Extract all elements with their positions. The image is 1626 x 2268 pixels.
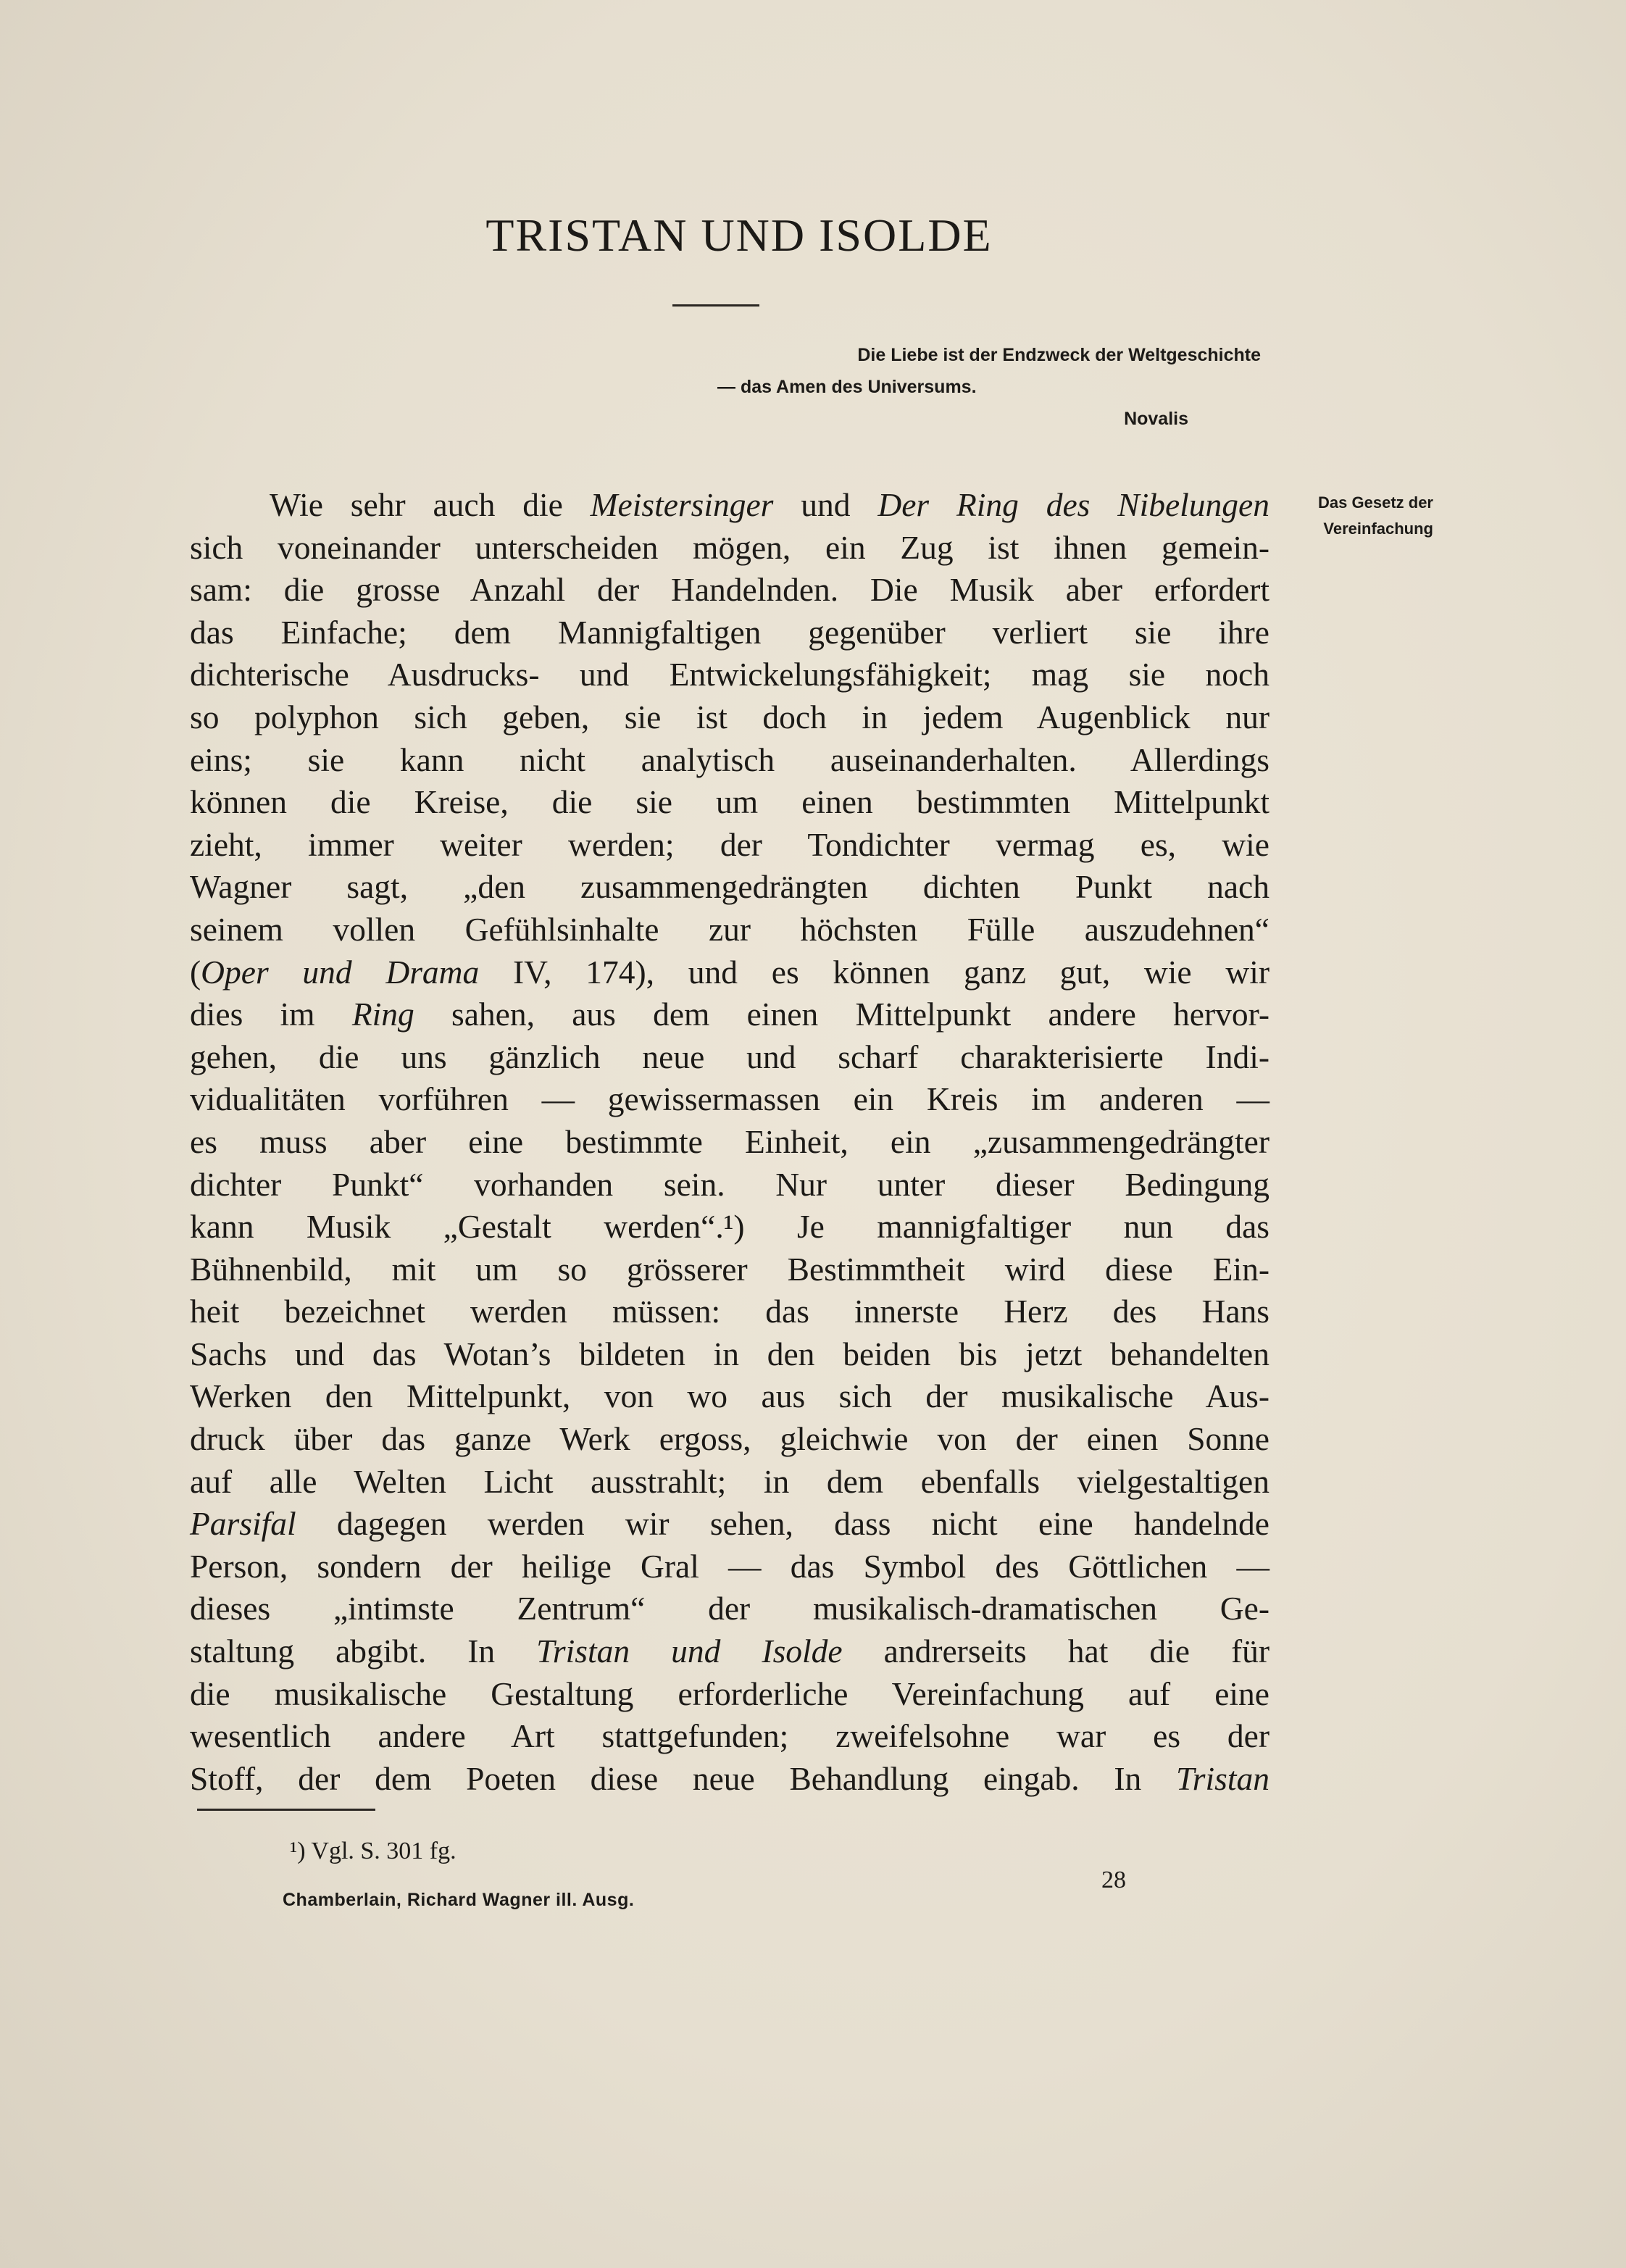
body-line <box>190 1546 1269 1588</box>
footnote: ¹) Vgl. S. 301 fg. <box>290 1838 456 1864</box>
body-line <box>190 1078 1269 1121</box>
text-run: so polyphon sich geben, sie ist doch in jedem Augenblick nur <box>190 698 1269 735</box>
chapter-title: TRISTAN UND ISOLDE <box>485 209 993 261</box>
text-run: dies im <box>190 996 352 1033</box>
body-line <box>190 1758 1269 1801</box>
text-run: dagegen werden wir sehen, dass nicht eine handelnde <box>296 1505 1269 1543</box>
text-run: andrerseits hat die für <box>842 1633 1270 1670</box>
body-line <box>190 1164 1269 1206</box>
text-run: sich voneinander unterscheiden mögen, ein Zug ist ihnen gemein- <box>190 528 1269 566</box>
text-run: Wie sehr auch die <box>270 486 591 523</box>
text-run: dichter Punkt“ vorhanden sein. Nur unter dieser Bedingung <box>190 1165 1269 1203</box>
body-line <box>190 1630 1269 1673</box>
body-line <box>190 1673 1269 1716</box>
body-line <box>190 696 1269 739</box>
italic-title: Meistersinger <box>590 486 774 523</box>
body-line <box>190 1375 1269 1418</box>
text-run: heit bezeichnet werden müssen: das innerste Herz des Hans <box>190 1293 1269 1330</box>
italic-title: Tristan und Isolde <box>536 1633 843 1670</box>
text-run: dichterische Ausdrucks- und Entwickelungsfähigkeit; mag sie noch <box>190 656 1269 693</box>
text-run: ( <box>190 953 201 991</box>
epigraph <box>710 339 1261 435</box>
body-line <box>190 484 1269 527</box>
italic-title: Tristan <box>1176 1759 1269 1797</box>
epigraph-line-2: — das Amen des Universums. <box>717 377 977 397</box>
body-line <box>190 739 1269 782</box>
body-line <box>190 569 1269 612</box>
body-line <box>190 866 1269 909</box>
page-number: 28 <box>1101 1867 1126 1893</box>
body-line <box>190 1248 1269 1291</box>
body-line <box>190 1418 1269 1461</box>
text-run: Wagner sagt, „den zusammengedrängten dichten Punkt nach <box>190 868 1269 906</box>
body-line <box>190 951 1269 994</box>
italic-title: Parsifal <box>190 1505 296 1543</box>
italic-title: Der Ring des Nibelungen <box>877 486 1270 523</box>
epigraph-author: Novalis <box>1124 409 1188 429</box>
text-run: staltung abgibt. In <box>190 1633 537 1670</box>
body-line <box>190 1588 1269 1630</box>
text-run: Stoff, der dem Poeten diese neue Behandlung eingab. In <box>190 1759 1176 1797</box>
body-line <box>190 1291 1269 1333</box>
text-run: Werken den Mittelpunkt, von wo aus sich der musikalische Aus- <box>190 1377 1269 1415</box>
text-run: das Einfache; dem Mannigfaltigen gegenüber verliert sie ihre <box>190 613 1269 651</box>
footnote-rule <box>197 1809 375 1811</box>
body-line <box>190 1715 1269 1758</box>
text-run: sam: die grosse Anzahl der Handelnden. Die Musik aber erfordert <box>190 571 1269 609</box>
text-run: und <box>773 486 878 523</box>
text-run: sahen, aus dem einen Mittelpunkt andere hervor- <box>414 996 1270 1033</box>
printer-signature: Chamberlain, Richard Wagner ill. Ausg. <box>283 1890 635 1910</box>
text-run: eins; sie kann nicht analytisch auseinanderhalten. Allerdings <box>190 741 1269 778</box>
body-line <box>190 909 1269 951</box>
body-line <box>190 781 1269 824</box>
epigraph-line-1: Die Liebe ist der Endzweck der Weltgeschichte <box>857 345 1261 365</box>
text-run: druck über das ganze Werk ergoss, gleichwie von der einen Sonne <box>190 1420 1269 1458</box>
text-run: die musikalische Gestaltung erforderliche Vereinfachung auf eine <box>190 1675 1269 1712</box>
italic-title: Ring <box>351 996 414 1033</box>
text-run: Bühnenbild, mit um so grösserer Bestimmtheit wird diese Ein- <box>190 1250 1269 1288</box>
margin-note <box>1259 490 1433 542</box>
body-line <box>190 527 1269 570</box>
body-line <box>190 1206 1269 1248</box>
body-line <box>190 1503 1269 1546</box>
body-line <box>190 1333 1269 1376</box>
text-run: IV, 174), und es können ganz gut, wie wir <box>479 953 1269 991</box>
text-run: kann Musik „Gestalt werden“.¹) Je mannigfaltiger nun das <box>190 1208 1269 1246</box>
text-run: zieht, immer weiter werden; der Tondichter vermag es, wie <box>190 825 1269 863</box>
text-run: seinem vollen Gefühlsinhalte zur höchsten Fülle auszudehnen“ <box>190 910 1269 948</box>
text-run: dieses „intimste Zentrum“ der musikalisch-dramatischen Ge- <box>190 1590 1269 1627</box>
body-line <box>190 1461 1269 1504</box>
text-run: vidualitäten vorführen — gewissermassen ein Kreis im anderen — <box>190 1080 1269 1118</box>
body-line <box>190 612 1269 654</box>
body-line <box>190 1036 1269 1079</box>
text-run: auf alle Welten Licht ausstrahlt; in dem ebenfalls vielgestaltigen <box>190 1462 1269 1500</box>
text-run: können die Kreise, die sie um einen bestimmten Mittelpunkt <box>190 783 1269 821</box>
text-run: Sachs und das Wotan’s bildeten in den beiden bis jetzt behandelten <box>190 1335 1269 1372</box>
body-line <box>190 1121 1269 1164</box>
text-run: gehen, die uns gänzlich neue und scharf charakterisierte Indi- <box>190 1038 1269 1075</box>
body-text <box>190 484 1269 1800</box>
text-run: wesentlich andere Art stattgefunden; zweifelsohne war es der <box>190 1717 1269 1755</box>
margin-note-line-2: Vereinfachung <box>1323 520 1433 538</box>
body-line <box>190 824 1269 867</box>
margin-note-line-1: Das Gesetz der <box>1318 493 1433 512</box>
body-line <box>190 993 1269 1036</box>
body-line <box>190 654 1269 696</box>
text-run: es muss aber eine bestimmte Einheit, ein „zusammengedrängter <box>190 1122 1269 1160</box>
text-run: Person, sondern der heilige Gral — das Symbol des Göttlichen — <box>190 1547 1269 1585</box>
title-rule <box>672 304 759 307</box>
italic-title: Oper und Drama <box>201 953 480 991</box>
